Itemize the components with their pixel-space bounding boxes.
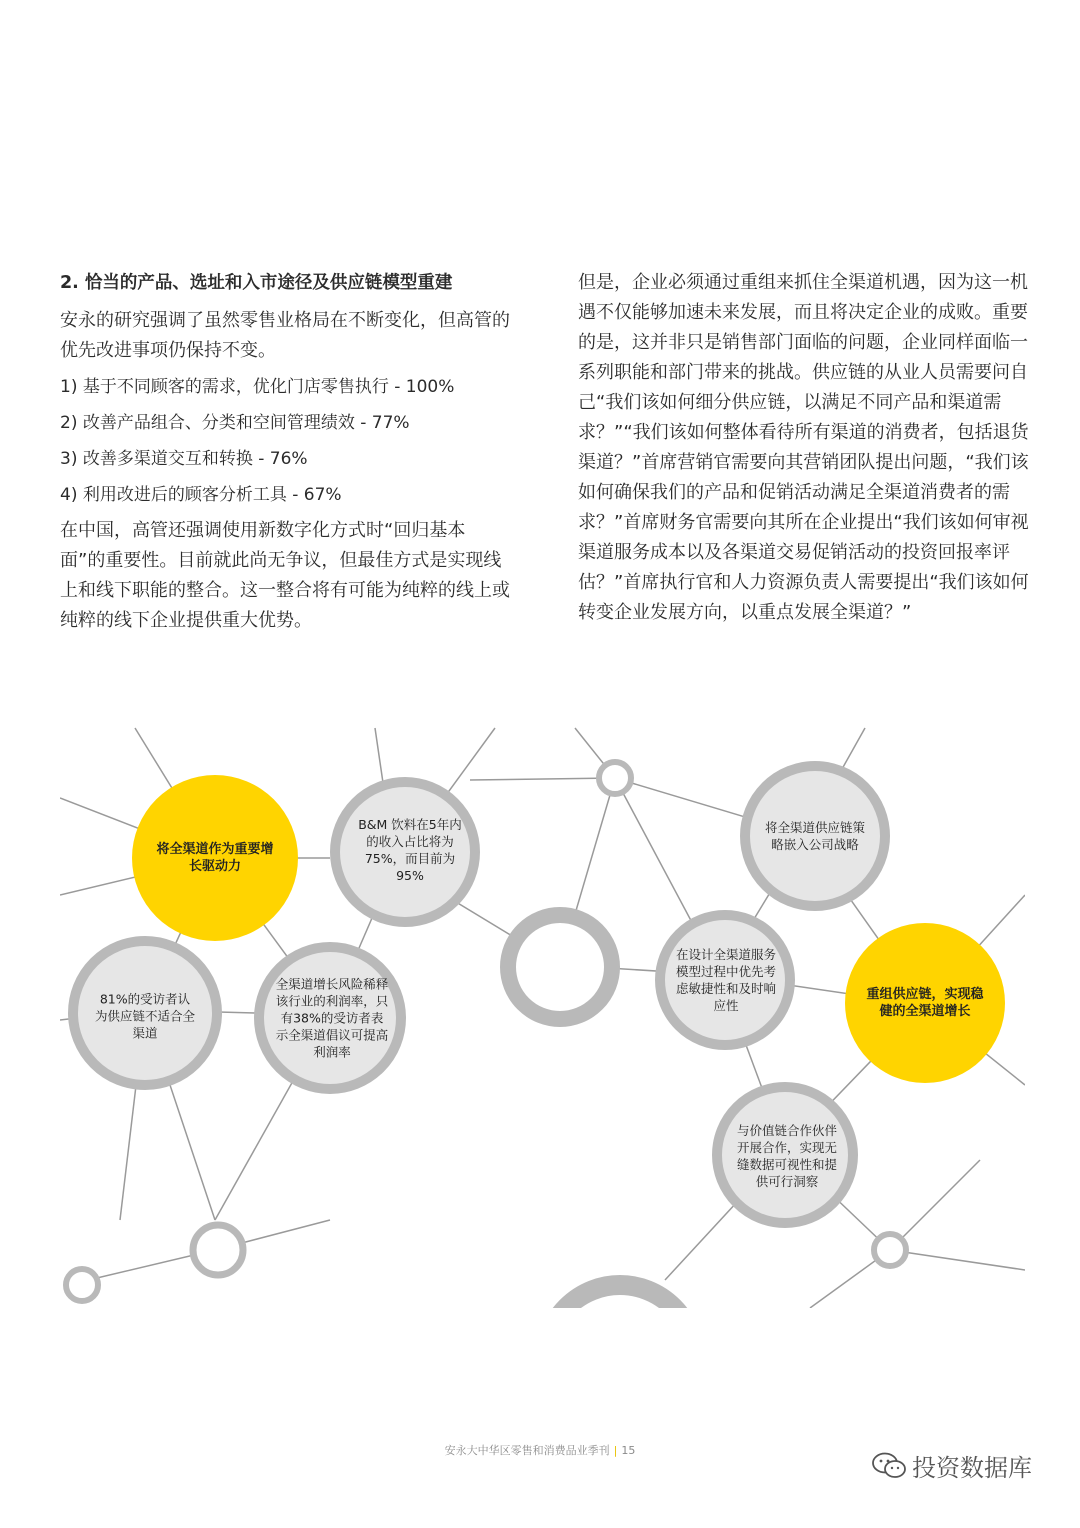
watermark-text: 投资数据库 [912,1454,1032,1482]
right-paragraph: 但是，企业必须通过重组来抓住全渠道机遇，因为这一机遇不仅能够加速未来发展，而且将决定企业的成败。重要的是，这并非只是销售部门面临的问题，企业同样面临一系列职能和部门带来的挑战。供应链的从业人员需要问自己“我们该如何细分供应链，以满足不同产品和渠道需求？”“我们该如何整体看待所有渠道的消费者，包括退货渠道？”首席营销官需要向其营销团队提出问题，“我们该如何确保我们的产品和促销活动满足全渠道消费者的需求？”首席财务官需要向其所在企业提出“我们该如何审视渠道服务成本以及各渠道交易促销活动的投资回报率评估？”首席执行官和人力资源负责人需要提出“我们该如何转变企业发展方向，以重点发展全渠道？” [578,272,1029,623]
label-respondents-81: 81%的受访者认为供应链不适合全渠道 [95,991,196,1041]
page-number: 15 [621,1444,636,1457]
section-heading: 2. 恰当的产品、选址和入市途径及供应链模型重建 [60,273,453,293]
small-ring [193,1225,243,1275]
footer-separator: | [613,1444,618,1457]
priority-item-4: 4) 利用改进后的顾客分析工具 - 67% [60,485,342,505]
priority-item-2: 2) 改善产品组合、分类和空间管理绩效 - 77% [60,413,410,433]
priority-item-1: 1) 基于不同顾客的需求，优化门店零售执行 - 100% [60,377,455,397]
left-column [60,268,510,636]
label-agility: 在设计全渠道服务模型过程中优先考虑敏捷性和及时响应性 [675,947,776,1013]
footer-publication: 安永大中华区零售和消费品业季刊 [444,1444,610,1457]
label-value-chain: 与价值链合作伙伴开展合作，实现无缝数据可视性和提供可行洞察 [736,1123,837,1189]
priority-item-3: 3) 改善多渠道交互和转换 - 76% [60,449,308,469]
label-risk-dilute: 全渠道增长风险稀释该行业的利润率，只有38%的受访者表示全渠道倡议可提高利润率 [275,976,389,1060]
watermark [872,1448,1032,1483]
intro-paragraph: 安永的研究强调了虽然零售业格局在不断变化，但高管的优先改进事项仍保持不变。 [60,310,510,361]
label-restructure: 重组供应链，实现稳健的全渠道增长 [866,987,984,1019]
large-ring [508,915,612,1019]
wechat-icon [872,1452,906,1480]
small-ring [66,1269,98,1301]
small-ring [874,1234,906,1266]
large-ring [545,1285,695,1320]
label-embed-strategy: 将全渠道供应链策略嵌入公司战略 [764,820,865,852]
small-ring [599,762,631,794]
label-bm-revenue: B&M 饮料在5年内的收入占比将为75%，而目前为95% [358,817,462,883]
right-column [578,268,1033,628]
network-diagram [0,700,1080,1320]
label-omnichannel-driver: 将全渠道作为重要增长驱动力 [156,842,274,874]
closing-paragraph: 在中国，高管还强调使用新数字化方式时“回归基本面”的重要性。目前就此尚无争议，但最佳方式是实现线上和线下职能的整合。这一整合将有可能为纯粹的线上或纯粹的线下企业提供重大优势。 [60,520,510,631]
